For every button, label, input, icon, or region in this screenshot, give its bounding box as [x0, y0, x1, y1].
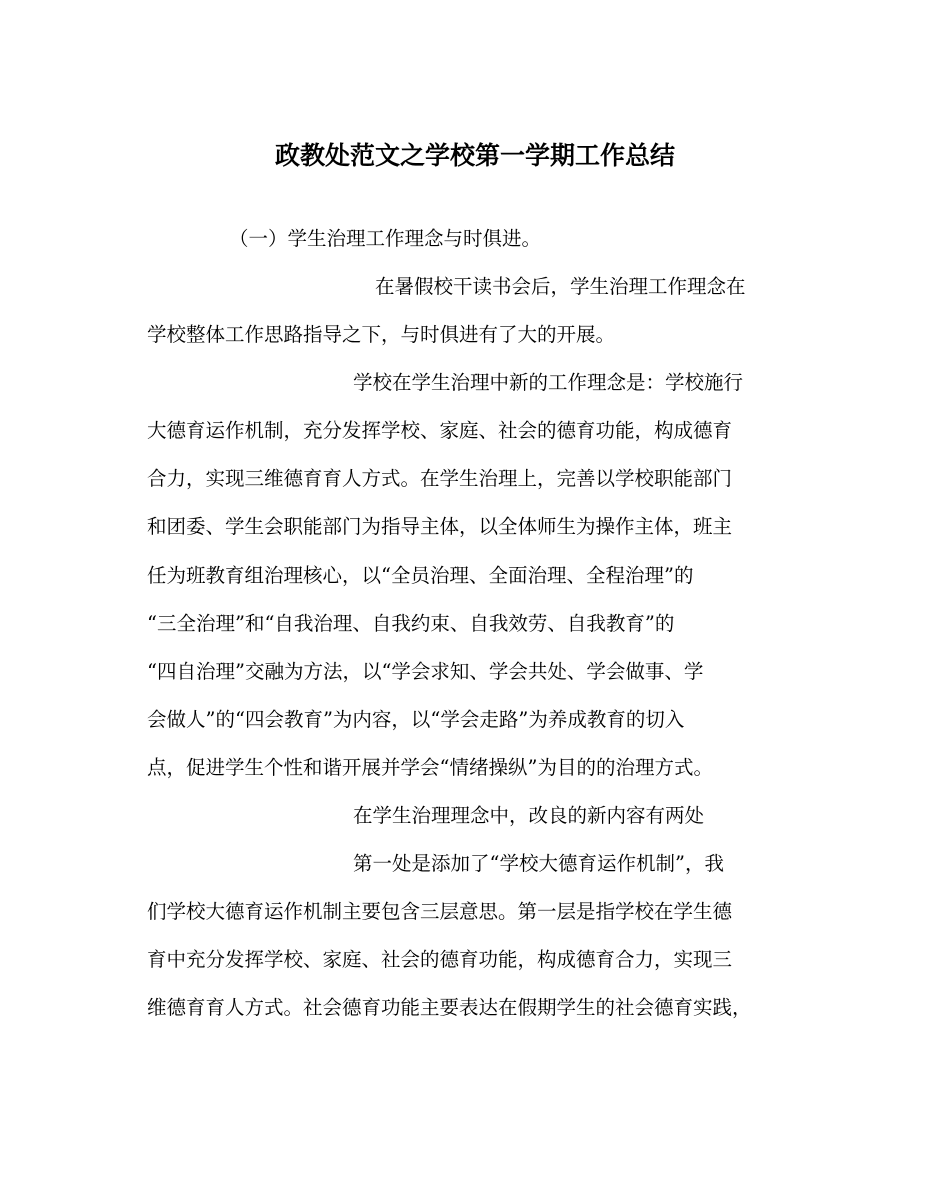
document-title: 政教处范文之学校第一学期工作总结	[274, 141, 675, 170]
paragraph-line: 育中充分发挥学校、家庭、社会的德育功能，构成德育合力，实现三	[147, 948, 733, 971]
paragraph-line: 点，促进学生个性和谐开展并学会“情绪操纵”为目的的治理方式。	[147, 756, 713, 779]
paragraph-line: 大德育运作机制，充分发挥学校、家庭、社会的德育功能，构成德育	[147, 419, 733, 442]
paragraph-line: 们学校大德育运作机制主要包含三层意思。第一层是指学校在学生德	[147, 900, 733, 923]
paragraph-line: “三全治理”和“自我治理、自我约束、自我效劳、自我教育”的	[147, 612, 675, 635]
section-heading: （一）学生治理工作理念与时俱进。	[229, 227, 542, 250]
paragraph-line: 在学生治理理念中，改良的新内容有两处	[353, 804, 705, 827]
paragraph-line: 和团委、学生会职能部门为指导主体，以全体师生为操作主体，班主	[147, 515, 733, 538]
paragraph-line: 任为班教育组治理核心，以“全员治理、全面治理、全程治理”的	[147, 564, 694, 587]
paragraph-line: 合力，实现三维德育育人方式。在学生治理上，完善以学校职能部门	[147, 467, 733, 490]
paragraph-line: 学校整体工作思路指导之下，与时俱进有了大的开展。	[147, 323, 616, 346]
paragraph-line: 第一处是添加了“学校大德育运作机制”，我	[353, 852, 724, 875]
paragraph-line: 维德育育人方式。社会德育功能主要表达在假期学生的社会德育实践，	[147, 996, 752, 1019]
paragraph-line: “四自治理”交融为方法，以“学会求知、学会共处、学会做事、学	[147, 660, 704, 683]
paragraph-line: 学校在学生治理中新的工作理念是：学校施行	[353, 371, 744, 394]
paragraph-line: 在暑假校干读书会后，学生治理工作理念在	[375, 275, 746, 298]
paragraph-line: 会做人”的“四会教育”为内容，以“学会走路”为养成教育的切入	[147, 708, 685, 731]
